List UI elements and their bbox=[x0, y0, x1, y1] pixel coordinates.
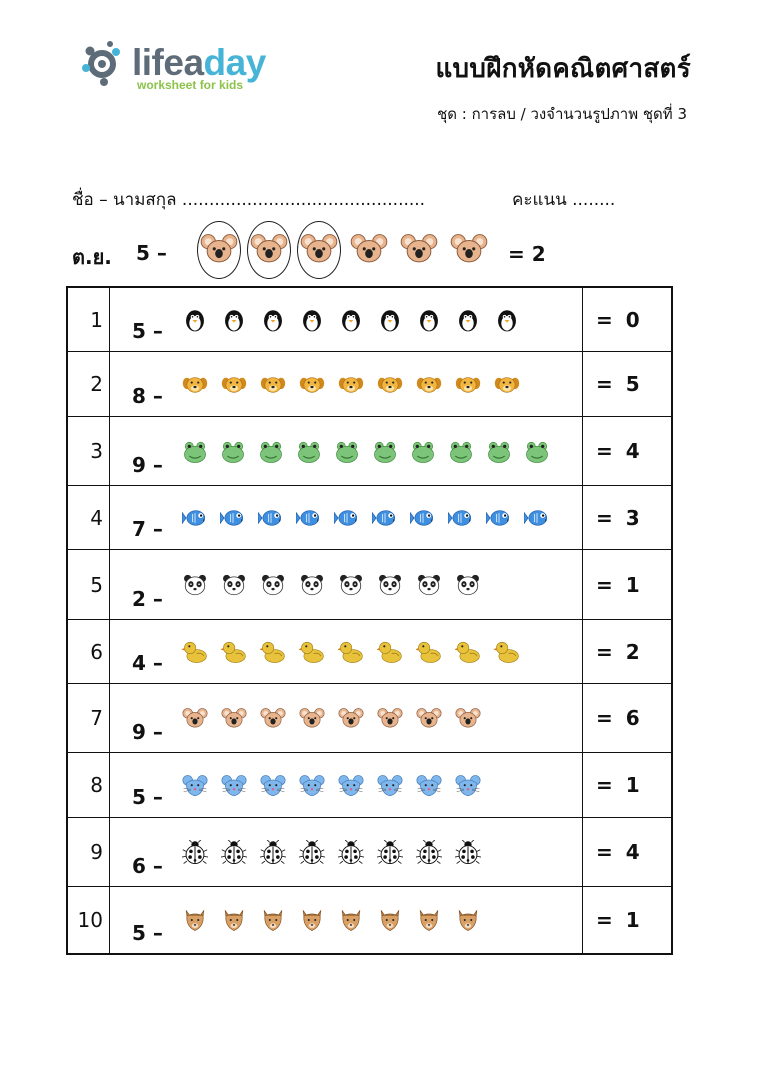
molecule-logo-icon bbox=[80, 38, 130, 88]
problem-row bbox=[68, 417, 671, 486]
koala-icon bbox=[250, 231, 292, 273]
problem-expression: 7 – bbox=[132, 517, 163, 541]
penguin-icon bbox=[260, 307, 286, 333]
mouse-icon bbox=[260, 773, 286, 799]
logo-tagline: worksheet for kids bbox=[137, 78, 244, 92]
student-name-field[interactable]: ชื่อ – นามสกุล ............................................. bbox=[72, 190, 426, 210]
koala-icon bbox=[377, 706, 403, 732]
fish-icon bbox=[372, 505, 398, 531]
koala-icon bbox=[455, 706, 481, 732]
example-expression: 5 – bbox=[136, 241, 167, 265]
fish-icon bbox=[182, 505, 208, 531]
problem-expression: 5 – bbox=[132, 785, 163, 809]
problem-number: 5 bbox=[68, 550, 110, 619]
problem-number: 9 bbox=[68, 818, 110, 886]
duck-icon bbox=[221, 639, 247, 665]
mouse-icon bbox=[221, 773, 247, 799]
panda-icon bbox=[338, 572, 364, 598]
worksheet-title: แบบฝึกหัดคณิตศาสตร์ bbox=[435, 54, 691, 84]
problem-expression: 5 – bbox=[132, 921, 163, 945]
frog-icon bbox=[296, 439, 322, 465]
ladybug-icon bbox=[416, 840, 442, 866]
ladybug-icon bbox=[221, 840, 247, 866]
problem-answer[interactable]: = 4 bbox=[596, 439, 643, 463]
koala-icon bbox=[200, 231, 242, 273]
problem-answer[interactable]: = 4 bbox=[596, 840, 643, 864]
deer-icon bbox=[416, 907, 442, 933]
frog-icon bbox=[334, 439, 360, 465]
mouse-icon bbox=[416, 773, 442, 799]
problem-number: 8 bbox=[68, 753, 110, 817]
problem-answer[interactable]: = 3 bbox=[596, 505, 643, 530]
problem-picture-cell[interactable] bbox=[110, 352, 583, 416]
problem-row bbox=[68, 620, 671, 684]
picture-group bbox=[180, 417, 574, 485]
frog-icon bbox=[486, 439, 512, 465]
deer-icon bbox=[299, 907, 325, 933]
deer-icon bbox=[338, 907, 364, 933]
koala-icon bbox=[350, 231, 392, 273]
penguin-icon bbox=[221, 307, 247, 333]
duck-icon bbox=[416, 639, 442, 665]
problem-expression: 4 – bbox=[132, 651, 163, 675]
frog-icon bbox=[182, 439, 208, 465]
ladybug-icon bbox=[182, 840, 208, 866]
problem-answer[interactable]: = 5 bbox=[596, 372, 643, 396]
logo-wordmark: lifeaday bbox=[132, 42, 266, 83]
deer-icon bbox=[260, 907, 286, 933]
problem-number: 10 bbox=[68, 887, 110, 953]
fish-icon bbox=[486, 505, 512, 531]
ladybug-icon bbox=[299, 840, 325, 866]
picture-group bbox=[180, 887, 574, 953]
problem-answer[interactable]: = 1 bbox=[596, 572, 643, 597]
dog-icon bbox=[299, 372, 325, 398]
picture-group bbox=[180, 352, 574, 416]
problem-row bbox=[68, 887, 671, 953]
mouse-icon bbox=[455, 773, 481, 799]
example-answer: = 2 bbox=[508, 242, 546, 266]
duck-icon bbox=[455, 639, 481, 665]
koala-icon bbox=[450, 231, 492, 273]
problem-answer[interactable]: = 1 bbox=[596, 773, 643, 797]
problem-expression: 6 – bbox=[132, 854, 163, 878]
problem-picture-cell[interactable] bbox=[110, 753, 583, 817]
duck-icon bbox=[494, 639, 520, 665]
example-pictures bbox=[196, 228, 496, 278]
problem-row bbox=[68, 486, 671, 550]
koala-icon bbox=[221, 706, 247, 732]
mouse-icon bbox=[182, 773, 208, 799]
dog-icon bbox=[260, 372, 286, 398]
example-row bbox=[72, 228, 672, 278]
problem-row bbox=[68, 550, 671, 620]
problem-answer[interactable]: = 2 bbox=[596, 639, 643, 664]
dog-icon bbox=[221, 372, 247, 398]
penguin-icon bbox=[299, 307, 325, 333]
problem-table bbox=[66, 286, 673, 955]
fish-icon bbox=[296, 505, 322, 531]
picture-group bbox=[180, 684, 574, 752]
frog-icon bbox=[448, 439, 474, 465]
problem-number: 7 bbox=[68, 684, 110, 752]
frog-icon bbox=[372, 439, 398, 465]
frog-icon bbox=[410, 439, 436, 465]
dog-icon bbox=[494, 372, 520, 398]
problem-answer[interactable]: = 0 bbox=[596, 307, 643, 332]
panda-icon bbox=[221, 572, 247, 598]
ladybug-icon bbox=[338, 840, 364, 866]
fish-icon bbox=[448, 505, 474, 531]
problem-expression: 8 – bbox=[132, 384, 163, 408]
picture-group bbox=[180, 486, 574, 549]
fish-icon bbox=[410, 505, 436, 531]
dog-icon bbox=[416, 372, 442, 398]
problem-row bbox=[68, 684, 671, 753]
koala-icon bbox=[300, 231, 342, 273]
deer-icon bbox=[455, 907, 481, 933]
problem-picture-cell[interactable] bbox=[110, 620, 583, 683]
picture-group bbox=[180, 818, 574, 886]
problem-expression: 9 – bbox=[132, 453, 163, 477]
problem-expression: 9 – bbox=[132, 720, 163, 744]
problem-number: 1 bbox=[68, 288, 110, 351]
problem-picture-cell[interactable] bbox=[110, 684, 583, 752]
problem-number: 3 bbox=[68, 417, 110, 485]
mouse-icon bbox=[299, 773, 325, 799]
koala-icon bbox=[260, 706, 286, 732]
picture-group bbox=[180, 620, 574, 683]
penguin-icon bbox=[182, 307, 208, 333]
problem-row bbox=[68, 818, 671, 887]
frog-icon bbox=[524, 439, 550, 465]
fish-icon bbox=[334, 505, 360, 531]
dog-icon bbox=[455, 372, 481, 398]
score-field[interactable]: คะแนน ........ bbox=[512, 190, 616, 210]
koala-icon bbox=[338, 706, 364, 732]
picture-group bbox=[180, 753, 574, 817]
problem-picture-cell[interactable] bbox=[110, 818, 583, 886]
dog-icon bbox=[338, 372, 364, 398]
ladybug-icon bbox=[377, 840, 403, 866]
problem-picture-cell[interactable] bbox=[110, 288, 583, 351]
deer-icon bbox=[221, 907, 247, 933]
problem-expression: 2 – bbox=[132, 587, 163, 611]
dog-icon bbox=[182, 372, 208, 398]
fish-icon bbox=[220, 505, 246, 531]
frog-icon bbox=[220, 439, 246, 465]
ladybug-icon bbox=[455, 840, 481, 866]
problem-number: 6 bbox=[68, 620, 110, 683]
lifeaday-logo bbox=[80, 38, 280, 98]
problem-answer[interactable]: = 1 bbox=[596, 908, 643, 932]
problem-expression: 5 – bbox=[132, 319, 163, 343]
deer-icon bbox=[182, 907, 208, 933]
penguin-icon bbox=[416, 307, 442, 333]
penguin-icon bbox=[377, 307, 403, 333]
panda-icon bbox=[455, 572, 481, 598]
problem-row bbox=[68, 288, 671, 352]
problem-number: 2 bbox=[68, 352, 110, 416]
panda-icon bbox=[416, 572, 442, 598]
problem-picture-cell[interactable] bbox=[110, 887, 583, 953]
problem-row bbox=[68, 352, 671, 417]
panda-icon bbox=[182, 572, 208, 598]
duck-icon bbox=[182, 639, 208, 665]
worksheet-subtitle: ชุด : การลบ / วงจำนวนรูปภาพ ชุดที่ 3 bbox=[437, 105, 687, 123]
problem-picture-cell[interactable] bbox=[110, 417, 583, 485]
koala-icon bbox=[400, 231, 442, 273]
problem-picture-cell[interactable] bbox=[110, 486, 583, 549]
problem-row bbox=[68, 753, 671, 818]
penguin-icon bbox=[494, 307, 520, 333]
duck-icon bbox=[299, 639, 325, 665]
problem-picture-cell[interactable] bbox=[110, 550, 583, 619]
duck-icon bbox=[260, 639, 286, 665]
mouse-icon bbox=[377, 773, 403, 799]
problem-answer[interactable]: = 6 bbox=[596, 706, 643, 730]
dog-icon bbox=[377, 372, 403, 398]
panda-icon bbox=[299, 572, 325, 598]
mouse-icon bbox=[338, 773, 364, 799]
penguin-icon bbox=[455, 307, 481, 333]
frog-icon bbox=[258, 439, 284, 465]
penguin-icon bbox=[338, 307, 364, 333]
panda-icon bbox=[260, 572, 286, 598]
duck-icon bbox=[338, 639, 364, 665]
example-label: ต.ย. bbox=[72, 245, 112, 269]
koala-icon bbox=[416, 706, 442, 732]
deer-icon bbox=[377, 907, 403, 933]
fish-icon bbox=[258, 505, 284, 531]
problem-number: 4 bbox=[68, 486, 110, 549]
panda-icon bbox=[377, 572, 403, 598]
duck-icon bbox=[377, 639, 403, 665]
fish-icon bbox=[524, 505, 550, 531]
picture-group bbox=[180, 550, 574, 619]
ladybug-icon bbox=[260, 840, 286, 866]
koala-icon bbox=[299, 706, 325, 732]
koala-icon bbox=[182, 706, 208, 732]
picture-group bbox=[180, 288, 574, 351]
